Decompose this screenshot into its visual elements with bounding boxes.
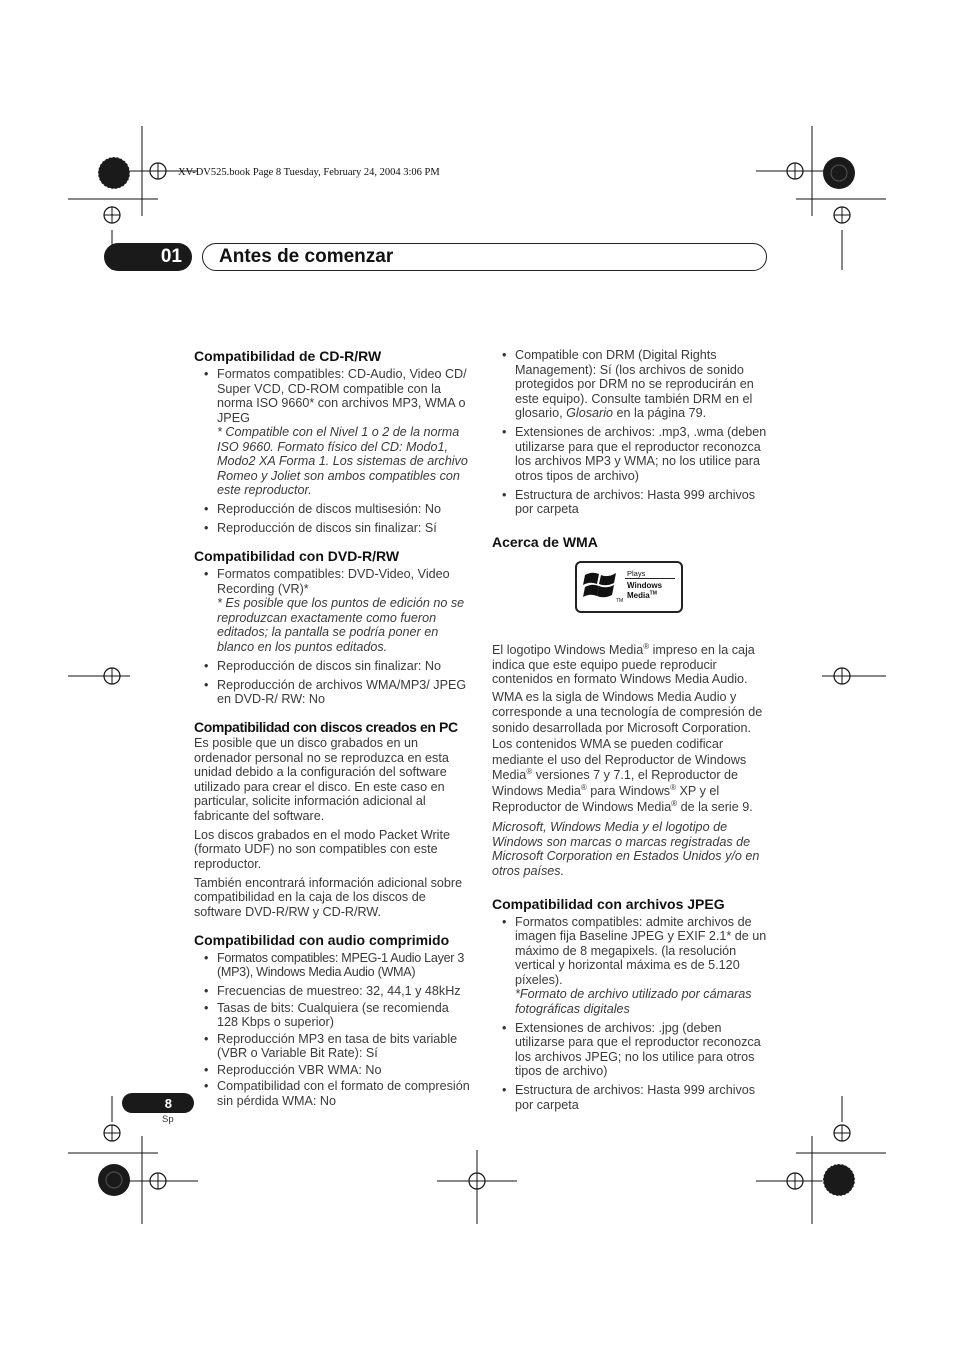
list-item: • Reproducción de discos multisesión: No — [194, 502, 470, 517]
chapter-title: Antes de comenzar — [219, 246, 394, 267]
chapter-number: 01 — [104, 243, 192, 271]
paragraph: También encontrará información adicional sobre compatibilidad en la caja de los discos de software DVD-R/RW y CD-R/RW. — [194, 875, 463, 919]
list-item: • Formatos compatibles: MPEG-1 Audio Layer 3 (MP3), Windows Media Audio (WMA) — [194, 951, 470, 980]
logo-tm: TM — [649, 589, 657, 596]
heading-jpeg: Compatibilidad con archivos JPEG — [492, 895, 725, 912]
list-jpeg — [492, 915, 768, 1113]
heading-compressed-audio: Compatibilidad con audio comprimido — [194, 931, 450, 948]
windows-media-logo — [575, 561, 683, 613]
heading-wma: Acerca de WMA — [492, 534, 598, 550]
list-item: • Reproducción de discos sin finalizar: Sí — [194, 521, 470, 536]
list-item: • Estructura de archivos: Hasta 999 archivos por carpeta — [492, 1083, 768, 1112]
paragraph: Los discos grabados en el modo Packet Write (formato UDF) no son compatibles con este reproductor. — [194, 827, 450, 871]
registered-mark: ® — [580, 783, 587, 793]
registered-mark: ® — [643, 641, 650, 651]
left-column — [194, 348, 470, 1113]
list-item-text: en la página 79. — [613, 406, 707, 420]
chapter-title-box — [202, 243, 767, 271]
list-item: • Reproducción VBR WMA: No — [194, 1063, 470, 1078]
footnote: *Formato de archivo utilizado por cámaras fotográficas digitales — [515, 987, 752, 1016]
paragraph: Es posible que un disco grabados en un ordenador personal no se reproduzca en esta unidad debido a la configuración del software utilizado para crear el disco. En este caso en particular, solicite información adicional al fabricante del software. — [194, 736, 449, 823]
list-item: • Reproducción de archivos WMA/MP3/ JPEG en DVD-R/ RW: No — [194, 678, 470, 707]
list-compressed-audio-continued — [492, 348, 768, 517]
footnote: * Compatible con el Nivel 1 o 2 de la norma ISO 9660. Formato físico del CD: Modo1, Modo2 XA Forma 1. Los sistemas de archivo Romeo y Joliet son ambos compatibles con este reproductor. — [217, 425, 468, 497]
list-cdrw — [194, 367, 470, 536]
list-item: • Tasas de bits: Cualquiera (se recomienda 128 Kbps o superior) — [194, 1001, 470, 1030]
text-run: impreso en la caja indica que este equipo puede reproducir contenidos en formato Windows Media Audio. — [492, 643, 755, 686]
registered-mark: ® — [671, 798, 678, 808]
book-file-header: XV-DV525.book Page 8 Tuesday, February 24, 2004 3:06 PM — [178, 167, 440, 178]
footnote: * Es posible que los puntos de edición no se reproduzcan exactamente como fueron editados; la pantalla se podría poner en blanco en los puntos editados. — [217, 596, 465, 654]
list-item — [492, 915, 768, 1017]
glossary-reference: Glosario — [566, 406, 614, 420]
heading-dvdrw: Compatibilidad con DVD-R/RW — [194, 548, 400, 564]
list-item-text: Formatos compatibles: DVD-Video, Video Recording (VR)* — [217, 567, 450, 596]
list-item: • Reproducción MP3 en tasa de bits variable (VBR o Variable Bit Rate): Sí — [194, 1032, 470, 1061]
text-run: El logotipo Windows Media — [492, 643, 644, 657]
heading-cdrw: Compatibilidad de CD-R/RW — [194, 348, 382, 364]
logo-flag-tm: TM — [616, 598, 624, 604]
list-compressed-audio — [194, 951, 470, 1109]
heading-pc-discs: Compatibilidad con discos creados en PC — [194, 719, 458, 735]
logo-plays: Plays — [627, 569, 646, 578]
windows-flag-icon — [583, 569, 619, 601]
list-item-text: Formatos compatibles: CD-Audio, Video CD/ Super VCD, CD-ROM compatible con la norma ISO 9660* con archivos MP3, WMA o JPEG — [217, 367, 467, 425]
page-number: 8 — [122, 1093, 194, 1113]
text-run: para Windows — [586, 784, 671, 799]
list-item — [194, 567, 470, 654]
list-item-text: Formatos compatibles: admite archivos de imagen fija Baseline JPEG y EXIF 2.1* de un máximo de 8 megapixels. (la resolución vertical y horizontal máxima es de 5.120 píxeles). — [515, 914, 767, 987]
page-language: Sp — [162, 1114, 174, 1125]
logo-media: Media — [627, 590, 650, 600]
list-item: • Compatibilidad con el formato de compresión sin pérdida WMA: No — [194, 1079, 470, 1108]
list-item: • Extensiones de archivos: .jpg (deben utilizarse para que el reproductor reconozca los archivos JPEG; no los utilice para otros tipos de archivo) — [492, 1021, 768, 1079]
list-item: • Estructura de archivos: Hasta 999 archivos por carpeta — [492, 488, 768, 517]
right-column — [492, 348, 768, 1117]
logo-text — [627, 581, 662, 600]
text-run: de la serie 9. — [677, 800, 753, 815]
paragraph — [492, 690, 768, 816]
list-item — [492, 348, 768, 421]
registered-mark: ® — [526, 767, 533, 777]
trademark-notice: Microsoft, Windows Media y el logotipo de Windows son marcas o marcas registradas de Microsoft Corporation en Estados Unidos y/o en otros países. — [492, 820, 760, 878]
paragraph — [492, 643, 768, 687]
list-dvdrw — [194, 567, 470, 707]
logo-divider — [625, 578, 675, 579]
text-run: versiones 7 y 7.1, el Reproductor de Windows Media — [492, 768, 739, 799]
list-item-text: Compatible con DRM (Digital Rights Management): Sí (los archivos de sonido protegidos por DRM no se reproducirán en este equipo). Consulte también DRM en el glosario, — [515, 348, 754, 420]
registered-mark: ® — [670, 783, 676, 793]
list-item: • Extensiones de archivos: .mp3, .wma (deben utilizarse para que el reproductor reconozca los archivos MP3 y WMA; no los utilice para otros tipos de archivo) — [492, 425, 768, 483]
text-run: WMA es la sigla de Windows Media Audio y corresponde a una tecnología de compresión de sonido desarrollada por Microsoft Corporation. Los contenidos WMA se pueden codificar mediante el uso del Reproductor de Windows Media — [492, 689, 763, 783]
list-item: • Reproducción de discos sin finalizar: No — [194, 659, 470, 674]
list-item: • Frecuencias de muestreo: 32, 44,1 y 48kHz — [194, 984, 470, 999]
logo-windows: Windows — [627, 581, 663, 590]
text-run: XP y el Reproductor de Windows Media — [492, 784, 720, 815]
list-item — [194, 367, 470, 498]
